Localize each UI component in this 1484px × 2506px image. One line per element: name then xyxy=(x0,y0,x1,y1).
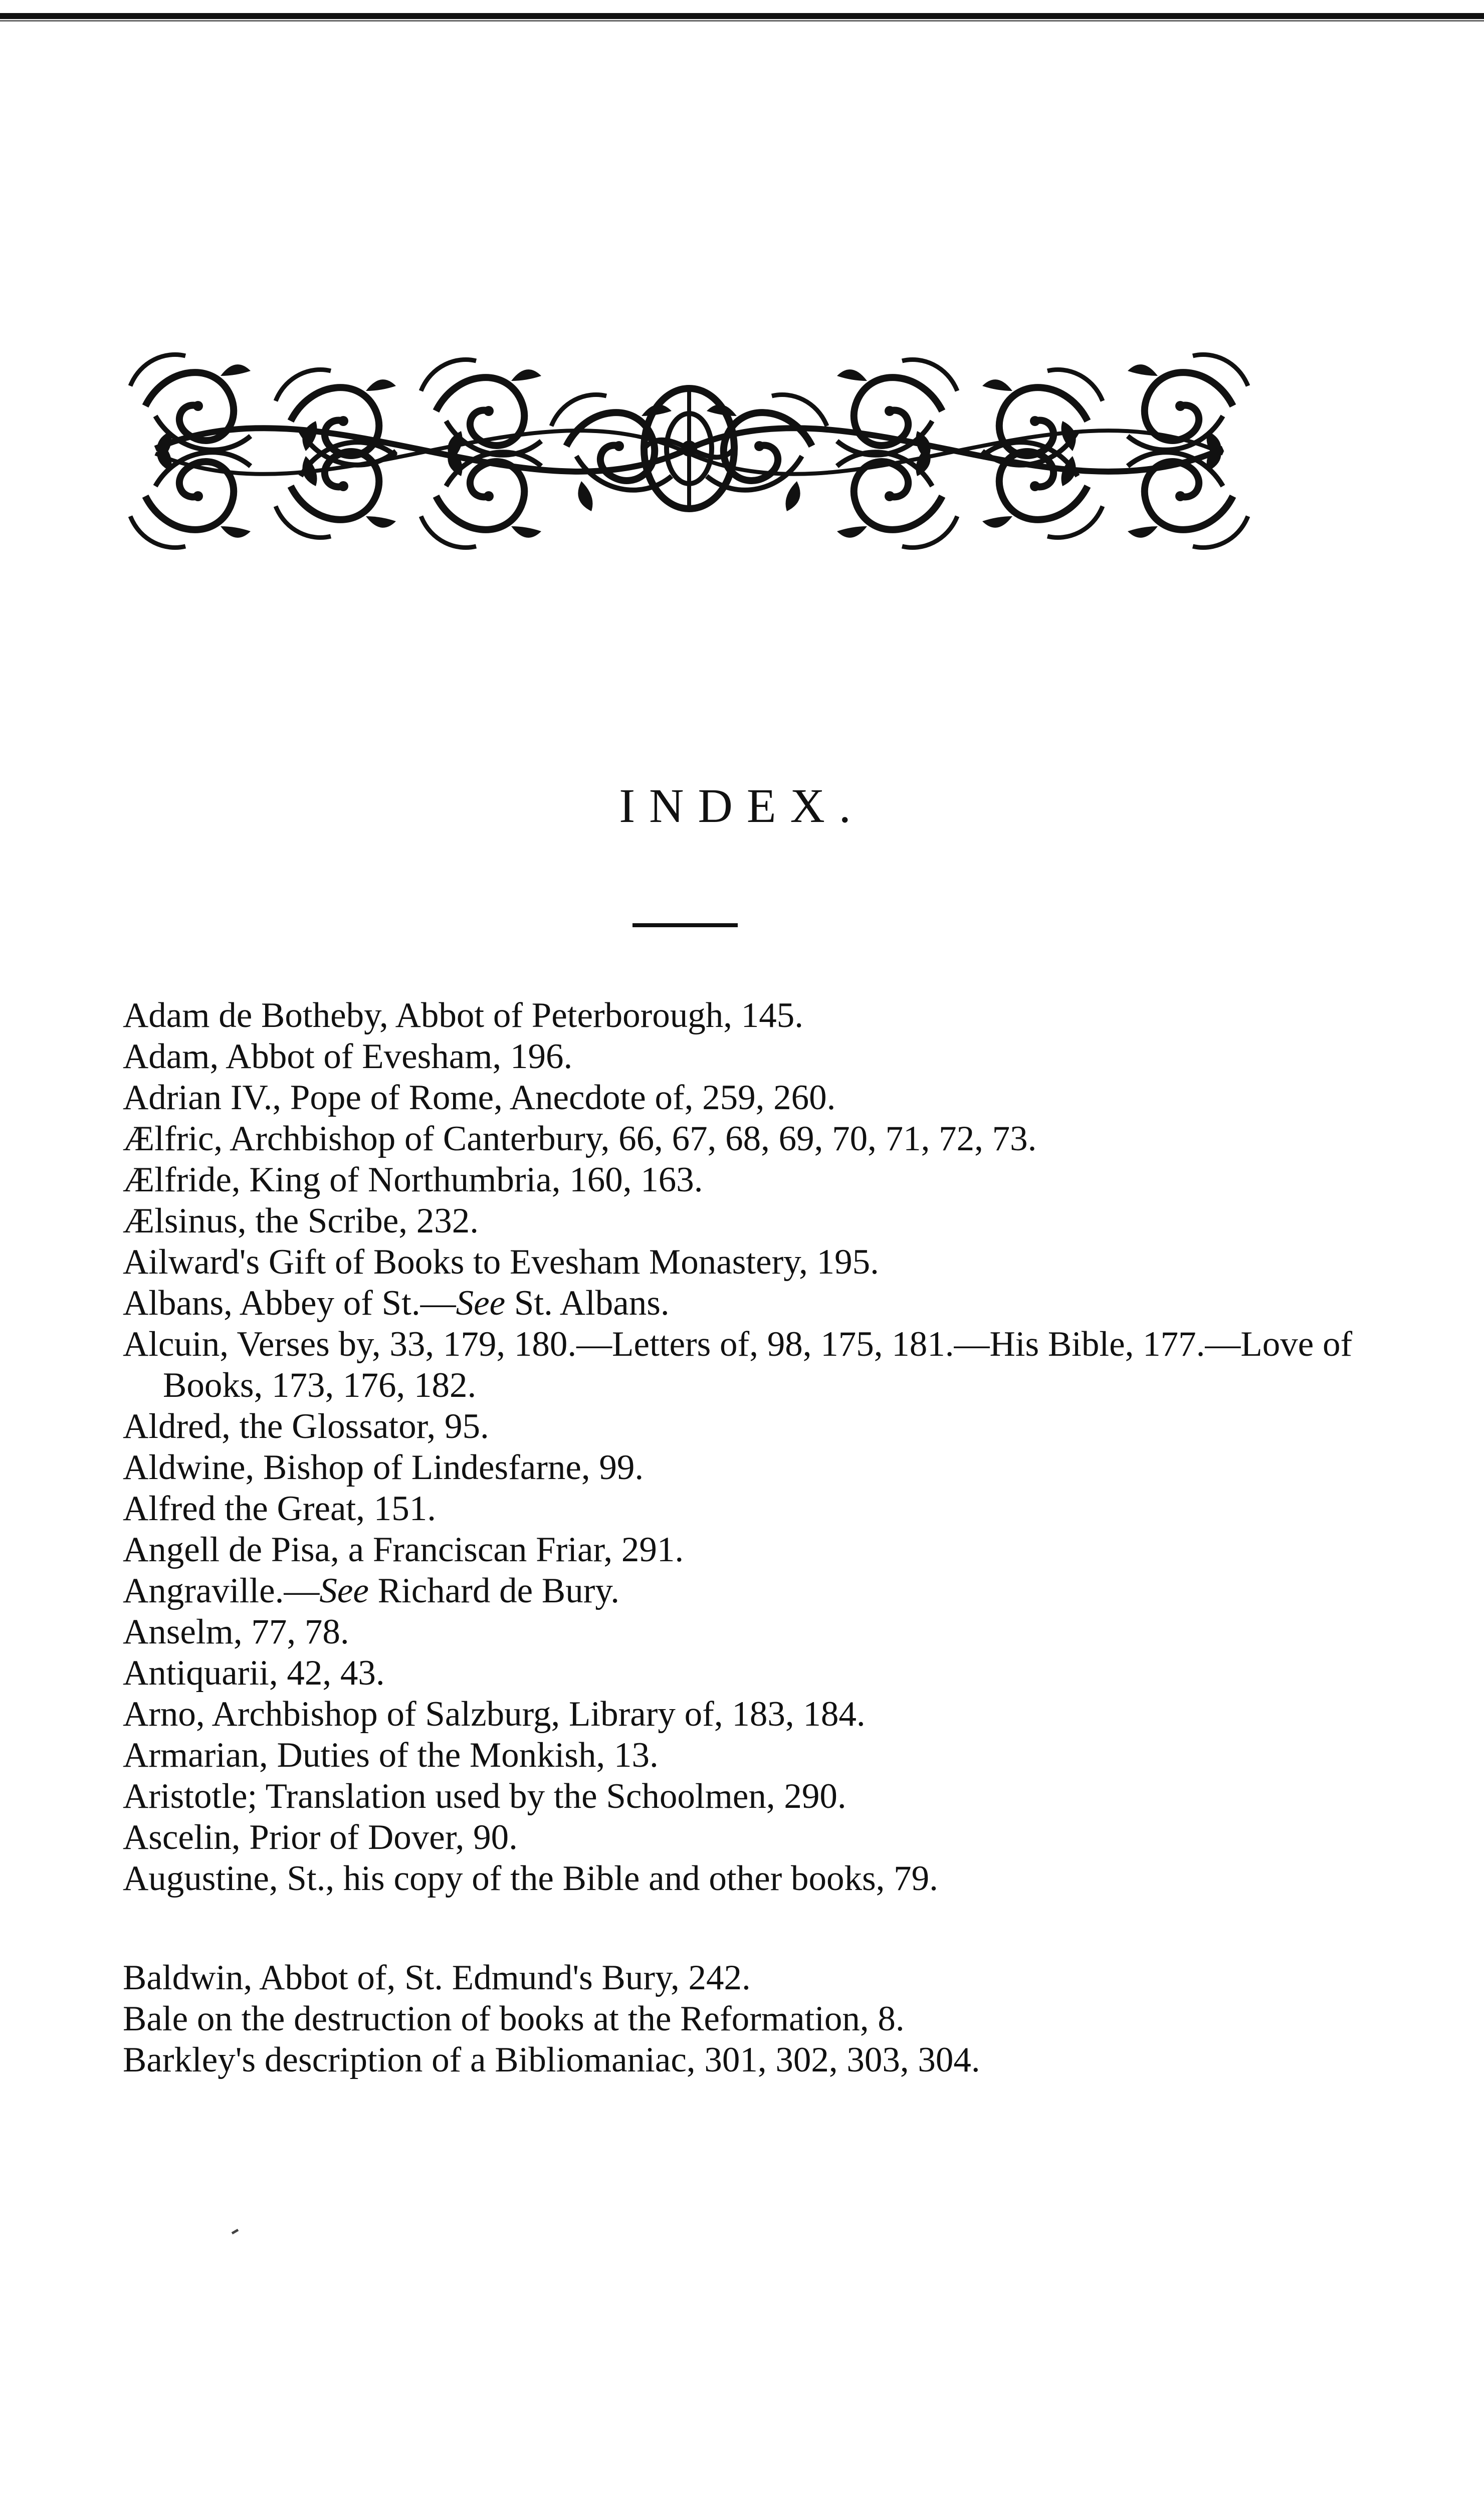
index-entry: Armarian, Duties of the Monkish, 13. xyxy=(123,1736,659,1775)
index-entry: Ælsinus, the Scribe, 232. xyxy=(123,1201,479,1240)
index-entry: Baldwin, Abbot of, St. Edmund's Bury, 242. xyxy=(123,1958,751,1997)
index-entry: Anselm, 77, 78. xyxy=(123,1612,349,1651)
index-entry: Ælfric, Archbishop of Canterbury, 66, 67, 68, 69, 70, 71, 72, 73. xyxy=(123,1119,1037,1158)
see-reference: See xyxy=(319,1571,369,1610)
index-entry: Bale on the destruction of books at the Reformation, 8. xyxy=(123,1999,905,2038)
index-entry: Adrian IV., Pope of Rome, Anecdote of, 259, 260. xyxy=(123,1078,836,1117)
see-reference: See xyxy=(456,1284,506,1323)
index-entry: Ælfride, King of Northumbria, 160, 163. xyxy=(123,1160,703,1199)
top-border-rule-thin xyxy=(0,20,1484,22)
entry-text: St. Albans. xyxy=(505,1284,670,1323)
index-entry: Barkley's description of a Bibliomaniac, 301, 302, 303, 304. xyxy=(123,2040,980,2079)
index-entry: Arno, Archbishop of Salzburg, Library of, 183, 184. xyxy=(123,1695,866,1734)
index-entry: Aldred, the Glossator, 95. xyxy=(123,1407,489,1446)
index-entry: Adam de Botheby, Abbot of Peterborough, 145. xyxy=(123,996,804,1035)
index-entry: Angell de Pisa, a Franciscan Friar, 291. xyxy=(123,1530,684,1569)
index-entry: Aristotle; Translation used by the Schoolmen, 290. xyxy=(123,1777,846,1816)
page-title: INDEX. xyxy=(619,779,865,832)
entry-text: Angraville.— xyxy=(123,1571,320,1610)
title-divider xyxy=(632,923,738,927)
index-entry: Aldwine, Bishop of Lindesfarne, 99. xyxy=(123,1448,644,1487)
index-entry xyxy=(123,1283,1406,1324)
index-entry: Antiquarii, 42, 43. xyxy=(123,1653,385,1693)
index-entry: Adam, Abbot of Evesham, 196. xyxy=(123,1037,573,1076)
index-entry: Ailward's Gift of Books to Evesham Monastery, 195. xyxy=(123,1242,879,1282)
index-entries xyxy=(123,995,1406,2080)
top-border-rule xyxy=(0,13,1484,19)
index-entry: Augustine, St., his copy of the Bible and other books, 79. xyxy=(123,1859,938,1898)
entry-text: Albans, Abbey of St.— xyxy=(123,1284,456,1323)
index-entry: Alfred the Great, 151. xyxy=(123,1489,436,1528)
index-entry: Ascelin, Prior of Dover, 90. xyxy=(123,1818,518,1857)
entry-text: Richard de Bury. xyxy=(368,1571,620,1610)
ornamental-headpiece-icon xyxy=(125,346,1253,551)
index-entry: Alcuin, Verses by, 33, 179, 180.—Letters of, 98, 175, 181.—His Bible, 177.—Love of Books, 173, 176, 182. xyxy=(123,1325,1361,1405)
section-gap xyxy=(123,1899,1406,1957)
stray-ink-mark xyxy=(232,2229,239,2234)
index-entry xyxy=(123,1570,1406,1611)
